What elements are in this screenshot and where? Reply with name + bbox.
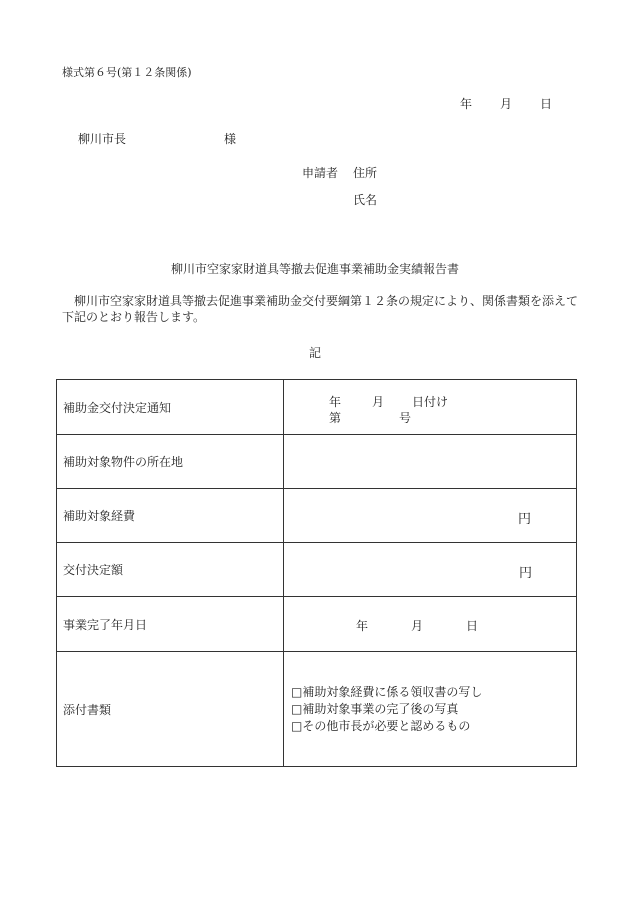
notice-go: 号 [399,411,412,425]
row-label: 補助対象経費 [57,489,284,543]
decision-amount-value [284,543,577,597]
list-item: □補助対象経費に係る領収書の写し [291,684,483,699]
address-label: 住所 [353,166,378,180]
notice-day-suffix: 日付け [412,395,449,409]
list-item: □補助対象事業の完了後の写真 [291,701,459,716]
applicant-label: 申請者 [302,166,339,180]
subsidy-cost-value [284,489,577,543]
date-month: 月 [500,97,513,111]
date-line [460,97,552,111]
completion-month: 月 [411,619,424,633]
yen-unit: 円 [518,566,532,581]
notice-year: 年 [329,395,342,409]
report-table [56,379,577,767]
row-label: 補助対象物件の所在地 [57,435,284,489]
row-label: 交付決定額 [57,543,284,597]
property-location-value [284,435,577,489]
notice-month: 月 [372,395,385,409]
table-row [57,489,577,543]
notice-dai: 第 [329,411,342,425]
table-row [57,435,577,489]
completion-year: 年 [356,619,369,633]
body-paragraph: 柳川市空家家財道具等撤去促進事業補助金交付要綱第１２条の規定により、関係書類を添えて下記のとおり報告します。 [62,294,579,324]
table-row [57,652,577,767]
addressee: 柳川市長 [78,132,127,146]
completion-date-value [284,597,577,652]
addressee-honorific: 様 [224,132,237,146]
date-day: 日 [540,97,553,111]
attachments-value [284,652,577,767]
table-row [57,380,577,435]
decision-notice-value [284,380,577,435]
row-label: 添付書類 [57,652,284,767]
table-row [57,597,577,652]
name-label: 氏名 [353,193,378,207]
ki-heading: 記 [308,346,321,360]
attachment-list [284,684,576,735]
row-label: 事業完了年月日 [57,597,284,652]
list-item: □その他市長が必要と認めるもの [291,718,471,733]
table-row [57,543,577,597]
yen-unit: 円 [517,512,531,527]
form-number: 様式第６号(第１２条関係) [62,66,192,79]
date-year: 年 [460,97,473,111]
completion-day: 日 [466,619,479,633]
row-label: 補助金交付決定通知 [57,380,284,435]
document-title: 柳川市空家家財道具等撤去促進事業補助金実績報告書 [170,262,459,276]
